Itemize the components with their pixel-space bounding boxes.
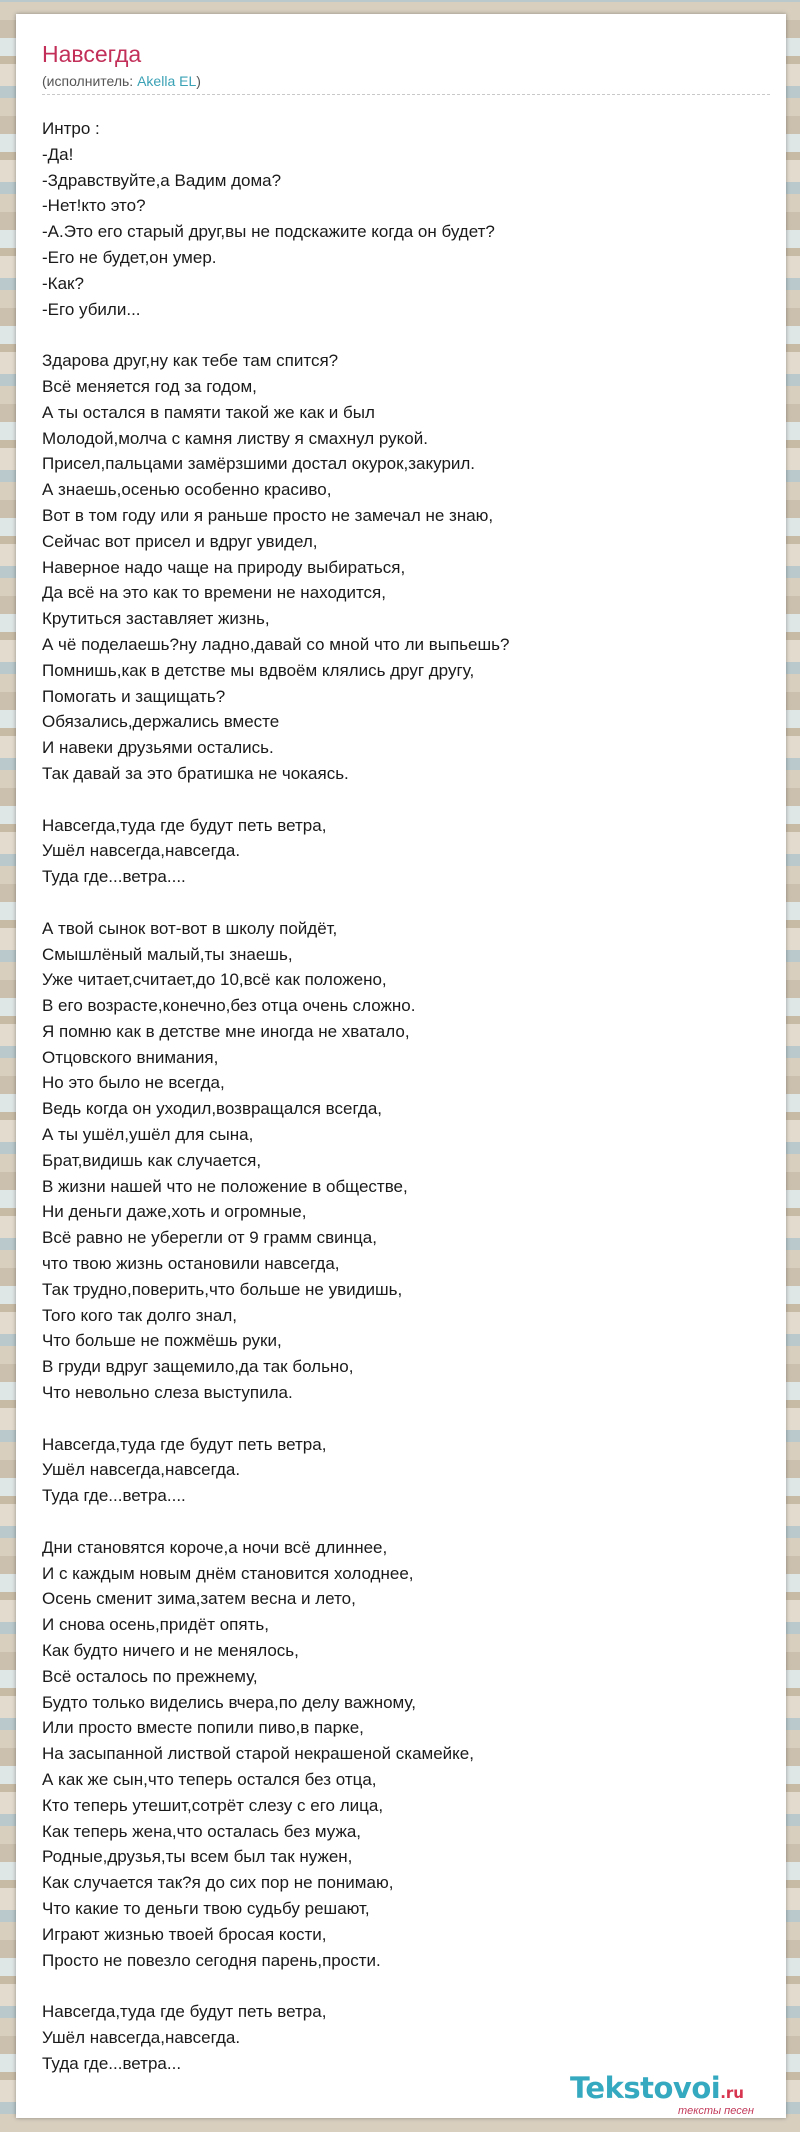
lyrics-line: Ведь когда он уходил,возвращался всегда, bbox=[42, 1099, 383, 1119]
lyrics-line: Навсегда,туда где будут петь ветра, bbox=[42, 815, 327, 835]
lyrics-line: Ни деньги даже,хоть и огромные, bbox=[42, 1202, 307, 1222]
lyrics-line: Всё меняется год за годом, bbox=[42, 376, 257, 396]
lyrics-line: Всё равно не уберегли от 9 грамм свинца, bbox=[42, 1228, 377, 1248]
lyrics-line: Дни становятся короче,а ночи всё длиннее, bbox=[42, 1537, 388, 1557]
lyrics-line: Ушёл навсегда,навсегда. bbox=[42, 1460, 241, 1480]
lyrics-line: -Его убили... bbox=[42, 299, 141, 319]
lyrics-line: Вот в том году или я раньше просто не замечал не знаю, bbox=[42, 505, 494, 525]
lyrics-line: Помогать и защищать? bbox=[42, 686, 226, 706]
lyrics-line: Навсегда,туда где будут петь ветра, bbox=[42, 1434, 327, 1454]
lyrics-stanza bbox=[42, 348, 772, 787]
lyrics-line: что твою жизнь остановили навсегда, bbox=[42, 1254, 340, 1274]
lyrics-line: Как будто ничего и не менялось, bbox=[42, 1641, 299, 1661]
lyrics-line: Туда где...ветра.... bbox=[42, 867, 186, 887]
lyrics-line: Обязались,держались вместе bbox=[42, 712, 280, 732]
lyrics-line: Да всё на это как то времени не находится, bbox=[42, 583, 386, 603]
lyrics-line: И с каждым новым днём становится холоднее, bbox=[42, 1563, 414, 1583]
lyrics-line: Туда где...ветра... bbox=[42, 2053, 182, 2073]
site-logo[interactable] bbox=[570, 2072, 790, 2122]
lyrics-line: Осень сменит зима,затем весна и лето, bbox=[42, 1589, 356, 1609]
lyrics-text bbox=[42, 116, 772, 2077]
lyrics-stanza bbox=[42, 116, 772, 322]
lyrics-line: Что какие то деньги твою судьбу решают, bbox=[42, 1898, 370, 1918]
lyrics-line: Всё осталось по прежнему, bbox=[42, 1666, 258, 1686]
lyrics-line: Или просто вместе попили пиво,в парке, bbox=[42, 1718, 364, 1738]
lyrics-line: -Здравствуйте,а Вадим дома? bbox=[42, 170, 282, 190]
lyrics-line: А чё поделаешь?ну ладно,давай со мной что ли выпьешь? bbox=[42, 634, 510, 654]
lyrics-line: Ушёл навсегда,навсегда. bbox=[42, 2027, 241, 2047]
lyrics-line: А знаешь,осенью особенно красиво, bbox=[42, 480, 332, 500]
lyrics-line: Здарова друг,ну как тебе там спится? bbox=[42, 351, 339, 371]
artist-link[interactable]: Akella EL bbox=[137, 73, 197, 89]
lyrics-line: Играют жизнью твоей бросая кости, bbox=[42, 1924, 327, 1944]
lyrics-line: В жизни нашей что не положение в обществе, bbox=[42, 1176, 408, 1196]
lyrics-line: Как теперь жена,что осталась без мужа, bbox=[42, 1821, 362, 1841]
lyrics-line: Как случается так?я до сих пор не понимаю, bbox=[42, 1873, 394, 1893]
artist-suffix: ) bbox=[196, 73, 201, 89]
title-divider bbox=[42, 94, 770, 95]
logo-main-text: Tekstovoi bbox=[570, 2071, 721, 2105]
lyrics-line: Просто не повезло сегодня парень,прости. bbox=[42, 1950, 381, 1970]
lyrics-line: Так давай за это братишка не чокаясь. bbox=[42, 763, 349, 783]
lyrics-line: -А.Это его старый друг,вы не подскажите когда он будет? bbox=[42, 222, 495, 242]
lyrics-stanza bbox=[42, 916, 772, 1406]
lyrics-line: Отцовского внимания, bbox=[42, 1047, 219, 1067]
lyrics-card bbox=[16, 14, 786, 2118]
lyrics-stanza bbox=[42, 1535, 772, 1974]
lyrics-line: Смышлёный малый,ты знаешь, bbox=[42, 944, 293, 964]
lyrics-line: Присел,пальцами замёрзшими достал окурок,закурил. bbox=[42, 454, 476, 474]
lyrics-line: Ушёл навсегда,навсегда. bbox=[42, 841, 241, 861]
lyrics-line: Но это было не всегда, bbox=[42, 1073, 225, 1093]
lyrics-line: И снова осень,придёт опять, bbox=[42, 1615, 269, 1635]
lyrics-line: Наверное надо чаще на природу выбираться, bbox=[42, 557, 406, 577]
lyrics-line: Уже читает,считает,до 10,всё как положено, bbox=[42, 970, 387, 990]
lyrics-line: И навеки друзьями остались. bbox=[42, 738, 274, 758]
lyrics-line: Туда где...ветра.... bbox=[42, 1486, 186, 1506]
lyrics-stanza bbox=[42, 1999, 772, 2076]
lyrics-line: Брат,видишь как случается, bbox=[42, 1150, 262, 1170]
logo-subtitle: тексты песен bbox=[678, 2105, 754, 2117]
lyrics-line: Навсегда,туда где будут петь ветра, bbox=[42, 2002, 327, 2022]
lyrics-line: -Нет!кто это? bbox=[42, 196, 146, 216]
lyrics-line: Что невольно слеза выступила. bbox=[42, 1383, 293, 1403]
lyrics-line: Того кого так долго знал, bbox=[42, 1305, 238, 1325]
lyrics-line: -Его не будет,он умер. bbox=[42, 247, 217, 267]
lyrics-line: В груди вдруг защемило,да так больно, bbox=[42, 1357, 354, 1377]
lyrics-stanza bbox=[42, 1432, 772, 1509]
lyrics-line: А ты остался в памяти такой же как и был bbox=[42, 402, 375, 422]
lyrics-line: Родные,друзья,ты всем был так нужен, bbox=[42, 1847, 353, 1867]
lyrics-line: В его возрасте,конечно,без отца очень сложно. bbox=[42, 996, 416, 1016]
lyrics-stanza bbox=[42, 813, 772, 890]
lyrics-line: Крутиться заставляет жизнь, bbox=[42, 609, 270, 629]
lyrics-line: Интро : bbox=[42, 119, 100, 138]
lyrics-line: Будто только виделись вчера,по делу важному, bbox=[42, 1692, 416, 1712]
song-title: Навсегда bbox=[42, 41, 142, 67]
lyrics-line: Молодой,молча с камня листву я смахнул рукой. bbox=[42, 428, 428, 448]
lyrics-line: А твой сынок вот-вот в школу пойдёт, bbox=[42, 918, 338, 938]
lyrics-line: Так трудно,поверить,что больше не увидишь, bbox=[42, 1279, 403, 1299]
lyrics-line: На засыпанной листвой старой некрашеной скамейке, bbox=[42, 1744, 474, 1764]
lyrics-line: -Да! bbox=[42, 144, 74, 164]
lyrics-line: А ты ушёл,ушёл для сына, bbox=[42, 1125, 254, 1145]
lyrics-line: -Как? bbox=[42, 273, 84, 293]
artist-prefix: (исполнитель: bbox=[42, 73, 138, 89]
logo-domain: .ru bbox=[720, 2084, 744, 2102]
artist-line bbox=[42, 72, 201, 90]
lyrics-line: Я помню как в детстве мне иногда не хватало, bbox=[42, 1021, 410, 1041]
lyrics-line: Кто теперь утешит,сотрёт слезу с его лица, bbox=[42, 1795, 384, 1815]
lyrics-line: Что больше не пожмёшь руки, bbox=[42, 1331, 282, 1351]
lyrics-line: Сейчас вот присел и вдруг увидел, bbox=[42, 531, 318, 551]
lyrics-line: Помнишь,как в детстве мы вдвоём клялись друг другу, bbox=[42, 660, 475, 680]
lyrics-line: А как же сын,что теперь остался без отца, bbox=[42, 1770, 377, 1789]
logo-wordmark bbox=[570, 2072, 744, 2109]
